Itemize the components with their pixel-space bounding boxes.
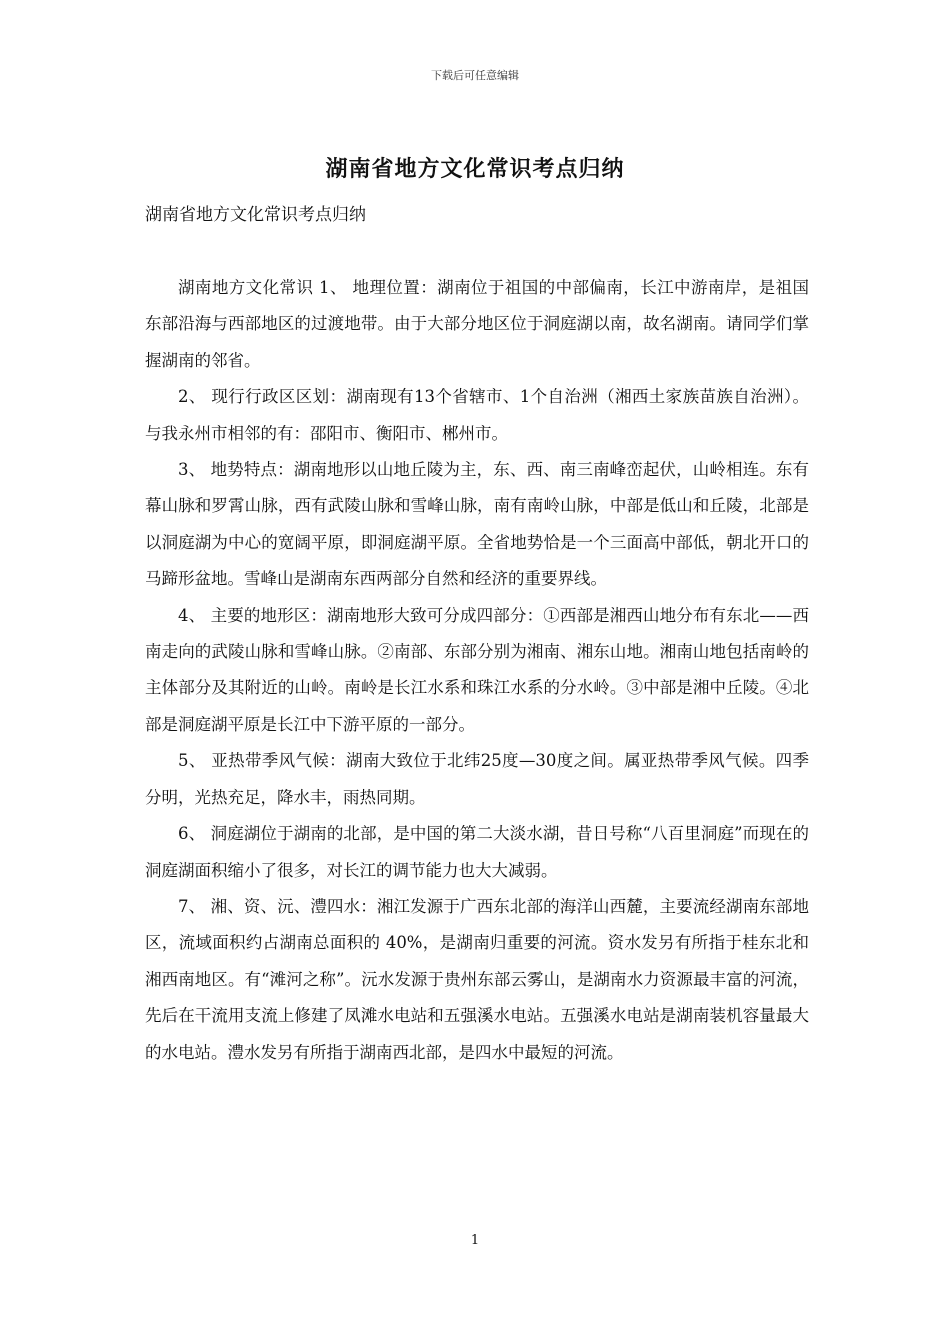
document-title: 湖南省地方文化常识考点归纳 — [325, 156, 625, 182]
paragraph-climate: 5、 亚热带季风气候：湖南大致位于北纬25度—30度之间。属亚热带季风气候。四季分明，光热充足，降水丰，雨热同期。 — [145, 751, 809, 807]
paragraph-location: 湖南地方文化常识 1、 地理位置：湖南位于祖国的中部偏南，长江中游南岸，是祖国东部沿海与西部地区的过渡地带。由于大部分地区位于洞庭湖以南，故名湖南。请同学们掌握湖南的邻省。 — [145, 278, 809, 370]
paragraph-landform-regions: 4、 主要的地形区：湖南地形大致可分成四部分：①西部是湘西山地分布有东北——西南走向的武陵山脉和雪峰山脉。②南部、东部分别为湘南、湘东山地。湘南山地包括南岭的主体部分及其附近的山岭。南岭是长江水系和珠江水系的分水岭。③中部是湘中丘陵。④北部是洞庭湖平原是长江中下游平原的一部分。 — [145, 605, 809, 734]
document-body — [145, 270, 809, 1071]
paragraph-four-rivers: 7、 湘、资、沅、澧四水：湘江发源于广西东北部的海洋山西麓，主要流经湖南东部地区，流域面积约占湖南总面积的 40%，是湖南归重要的河流。资水发另有所指于桂东北和湘西南地区。有“滩河之称”。沅水发源于贵州东部云雾山，是湖南水力资源最丰富的河流，先后在干流用支流上修建了凤滩水电站和五强溪水电站。五强溪水电站是湖南装机容量最大的水电站。澧水发另有所指于湖南西北部，是四水中最短的河流。 — [145, 896, 809, 1062]
page-number: 1 — [470, 1233, 480, 1248]
document-subtitle: 湖南省地方文化常识考点归纳 — [145, 205, 366, 225]
paragraph-terrain: 3、 地势特点：湖南地形以山地丘陵为主，东、西、南三南峰峦起伏，山岭相连。东有幕山脉和罗霄山脉，西有武陵山脉和雪峰山脉，南有南岭山脉，中部是低山和丘陵，北部是以洞庭湖为中心的宽阔平原，即洞庭湖平原。全省地势恰是一个三面高中部低，朝北开口的马蹄形盆地。雪峰山是湖南东西两部分自然和经济的重要界线。 — [145, 460, 809, 589]
paragraph-administrative-division: 2、 现行行政区区划：湖南现有13个省辖市、1个自治洲（湘西土家族苗族自治洲）。与我永州市相邻的有：邵阳市、衡阳市、郴州市。 — [145, 387, 809, 443]
paragraph-dongting-lake: 6、 洞庭湖位于湖南的北部，是中国的第二大淡水湖，昔日号称“八百里洞庭”而现在的洞庭湖面积缩小了很多，对长江的调节能力也大大减弱。 — [145, 824, 809, 880]
header-note: 下载后可任意编辑 — [431, 69, 519, 82]
